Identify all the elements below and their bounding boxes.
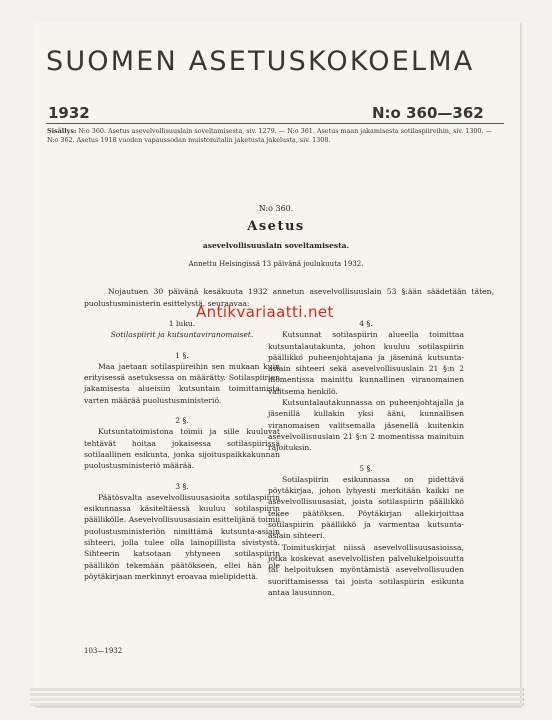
section-number: 4 §.: [359, 319, 373, 328]
section-text: Päätösvalta asevelvollisuusasioita sotilaspiirin esikunnassa käsiteltäessä kuuluu sotilaspiirin päällikölle. Asevelvollisuusasiain esittelijänä toimii puolustusministeriön nimittämä kutsunta-asiain sihteeri, jolla tulee olla lainopillista sivistystä. Sihteerin katsotaan yhtyneen sotilaspiirin päällikön tekemään päätökseen, ellei hän ole pöytäkirjaan merkinnyt eroavaa mielipidettä.: [84, 492, 280, 581]
section-paragraph: Toimituskirjat niissä asevelvollisuusasioissa, jotka koskevat asevelvollisten palvelukelpoisuutta tai helpoituksen myöntämistä asevelvollisuuden suorittamisessa tai joista sotilaspiirin esikunta antaa lausunnon,: [268, 542, 464, 597]
act-preamble: Nojautuen 30 päivänä kesäkuuta 1932 annetun asevelvollisuuslain 53 §:ään säädetään täten, puolustusministerin esittelystä, seuraavaa:: [84, 287, 494, 308]
section-paragraph: Kutsunnat sotilaspiirin alueella toimittaa kutsuntalautakunta, johon kuuluu sotilaspiirin päällikkö puheenjohtajana ja jäseninä kutsunta-asiain sihteeri sekä asevelvollisuuslain 21 §:n 2 momentissa mainittu kunnallinen viranomainen valitsema henkilö.: [268, 330, 464, 396]
section-number: 1 §.: [175, 350, 189, 360]
act-date: Annettu Helsingissä 13 päivänä joulukuuta 1932.: [188, 260, 364, 268]
page-stack-edges: [30, 688, 524, 714]
left-column: [84, 318, 280, 582]
issue-year: 1932: [48, 104, 90, 122]
issue-numbers: N:o 360—362: [372, 104, 484, 122]
watermark-text: Antikvariaatti.net: [196, 303, 334, 321]
table-of-contents: [47, 127, 502, 145]
chapter-title: Sotilaspiirit ja kutsuntaviranomaiset.: [110, 330, 254, 340]
masthead-title: SUOMEN ASETUSKOKOELMA: [46, 46, 475, 77]
act-subtitle: asevelvollisuuslain soveltamisesta.: [202, 241, 350, 250]
contents-label: Sisällys:: [47, 127, 77, 135]
section-paragraph: Kutsuntalautakunnassa on puheenjohtajalla ja jäsenillä kullakin yksi ääni, kunnallisen viranomaisen valitsemalla jäsenellä kuitenkin asevelvollisuuslain 21 §:n 2 momentissa mainituin rajoituksin.: [268, 398, 464, 453]
right-column: [268, 318, 464, 598]
section-text: Maa jaetaan sotilaspiireihin sen mukaan kuin erityisessä asetuksessa on määrätty. Sotilaspiirien jakamisesta alueisiin kutsuntain toimittamista varten määrää puolustusministeriö.: [84, 361, 280, 405]
header-rule: [46, 123, 504, 124]
contents-text: N:o 360. Asetus asevelvollisuuslain soveltamisesta, siv. 1279. — N:o 361. Asetus maan jakamisesta sotilaspiireihin, siv. 1300. — N:o 362. Asetus 1918 vuoden vapaussodan muistomitalin jaketusta jakelusta, siv. 1308.: [47, 127, 492, 144]
section-number: 2 §.: [175, 416, 189, 426]
section-paragraph: Sotilaspiirin esikunnassa on pidettävä pöytäkirjaa, johon lyhyesti merkitään kaikki ne asevelvollisuusasiat, joista sotilaspiirin päällikkö tekee päätöksen. Pöytäkirjan allekirjoittaa sotilaspiirin päällikkö ja varmentaa kutsunta-asiain sihteeri.: [268, 474, 464, 541]
section-number: 5 §.: [359, 463, 373, 473]
section-number: 3 §.: [175, 481, 189, 491]
act-number: N:o 360.: [258, 204, 294, 213]
section-text: Kutsuntatoimistona toimii ja sille kuuluvat tehtävät hoitaa jokaisessa sotilaspiirissä sotilaallinen esikunta, jonka sijoituspaikkakunnan puolustusministeriö määrää.: [84, 427, 280, 471]
act-title: Asetus: [247, 219, 305, 234]
print-signature: 103—1932: [84, 647, 123, 655]
chapter-number: 1 luku.: [168, 319, 196, 328]
